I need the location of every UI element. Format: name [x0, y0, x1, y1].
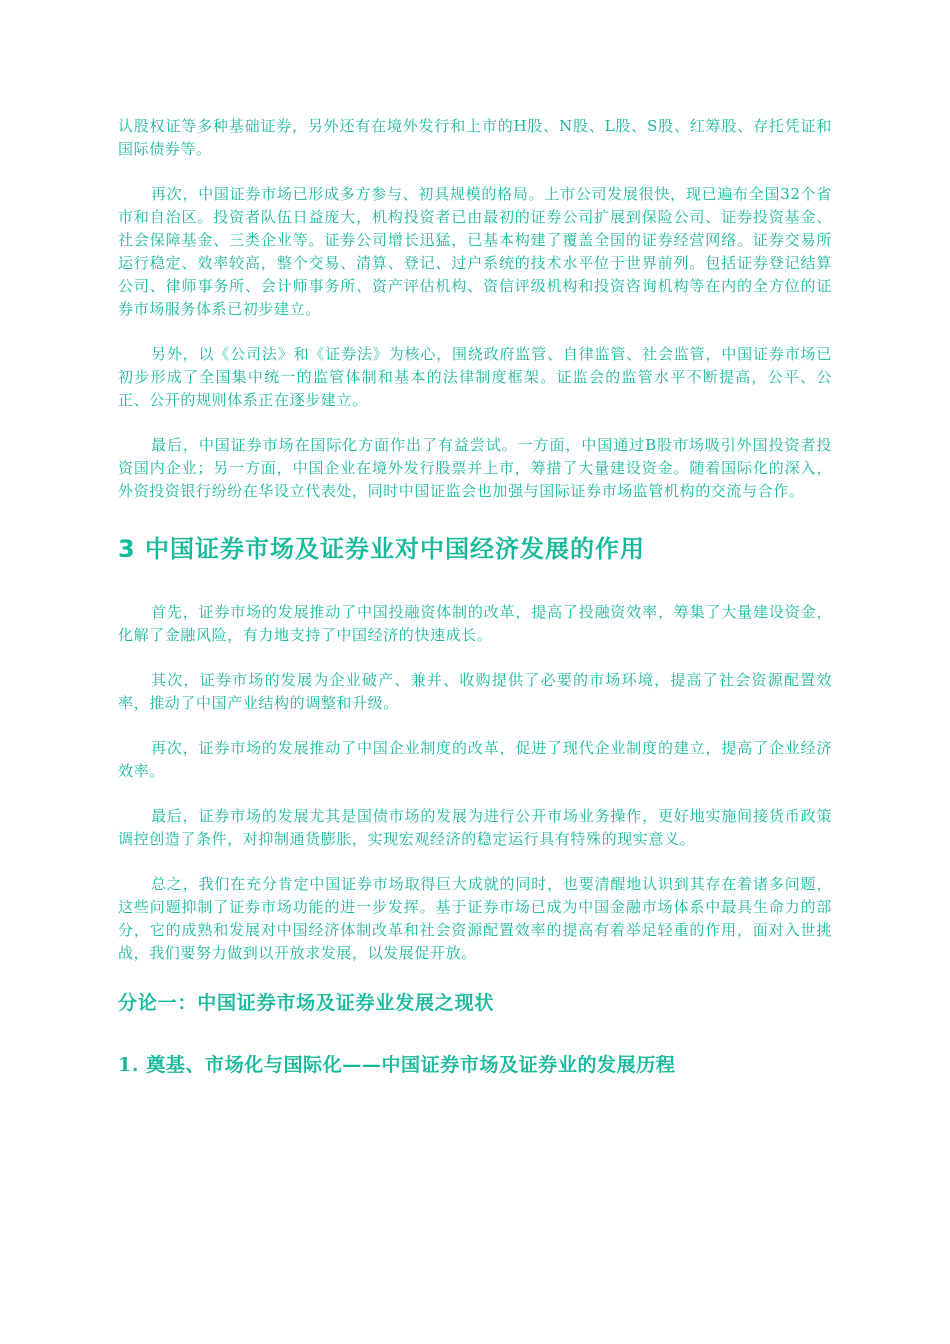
part-one-heading: 分论一：中国证券市场及证券业发展之现状: [118, 992, 495, 1014]
paragraph-continuation: 认股权证等多种基础证券，另外还有在境外发行和上市的H股、N股、L股、S股、红筹股、存托凭证和国际债券等。: [118, 117, 832, 158]
paragraph-investment-reform: 首先，证券市场的发展推动了中国投融资体制的改革，提高了投融资效率，筹集了大量建设资金，化解了金融风险，有力地支持了中国经济的快速成长。: [118, 603, 832, 644]
section-heading-3: 3 中国证券市场及证券业对中国经济发展的作用: [118, 535, 646, 563]
paragraph-participation: 再次，中国证券市场已形成多方参与、初具规模的格局。上市公司发展很快，现已遍布全国32个省市和自治区。投资者队伍日益庞大，机构投资者已由最初的证券公司扩展到保险公司、证券投资基金、社会保障基金、三类企业等。证券公司增长迅猛，已基本构建了覆盖全国的证券经营网络。证券交易所运行稳定、效率较高，整个交易、清算、登记、过户系统的技术水平位于世界前列。包括证券登记结算公司、律师事务所、会计师事务所、资产评估机构、资信评级机构和投资咨询机构等在内的全方位的证券市场服务体系已初步建立。: [118, 185, 832, 318]
paragraph-monetary-policy: 最后，证券市场的发展尤其是国债市场的发展为进行公开市场业务操作，更好地实施间接货币政策调控创造了条件，对抑制通货膨胀，实现宏观经济的稳定运行具有特殊的现实意义。: [118, 807, 832, 848]
paragraph-regulation: 另外，以《公司法》和《证券法》为核心，围绕政府监管、自律监管、社会监管，中国证券市场已初步形成了全国集中统一的监管体制和基本的法律制度框架。证监会的监管水平不断提高，公平、公正、公开的规则体系正在逐步建立。: [118, 345, 832, 409]
paragraph-summary: 总之，我们在充分肯定中国证券市场取得巨大成就的同时，也要清醒地认识到其存在着诸多问题，这些问题抑制了证券市场功能的进一步发挥。基于证券市场已成为中国金融市场体系中最具生命力的部分，它的成熟和发展对中国经济体制改革和社会资源配置效率的提高有着举足轻重的作用，面对入世挑战，我们要努力做到以开放求发展，以发展促开放。: [118, 875, 832, 962]
subsection-heading-1: 1. 奠基、市场化与国际化——中国证券市场及证券业的发展历程: [118, 1054, 676, 1076]
paragraph-resource-allocation: 其次，证券市场的发展为企业破产、兼并、收购提供了必要的市场环境，提高了社会资源配置效率，推动了中国产业结构的调整和升级。: [118, 671, 832, 712]
paragraph-internationalization: 最后，中国证券市场在国际化方面作出了有益尝试。一方面，中国通过B股市场吸引外国投资者投资国内企业；另一方面，中国企业在境外发行股票并上市，筹措了大量建设资金。随着国际化的深入，外资投资银行纷纷在华设立代表处，同时中国证监会也加强与国际证券市场监管机构的交流与合作。: [118, 436, 832, 500]
paragraph-enterprise-reform: 再次，证券市场的发展推动了中国企业制度的改革，促进了现代企业制度的建立，提高了企业经济效率。: [118, 739, 832, 780]
